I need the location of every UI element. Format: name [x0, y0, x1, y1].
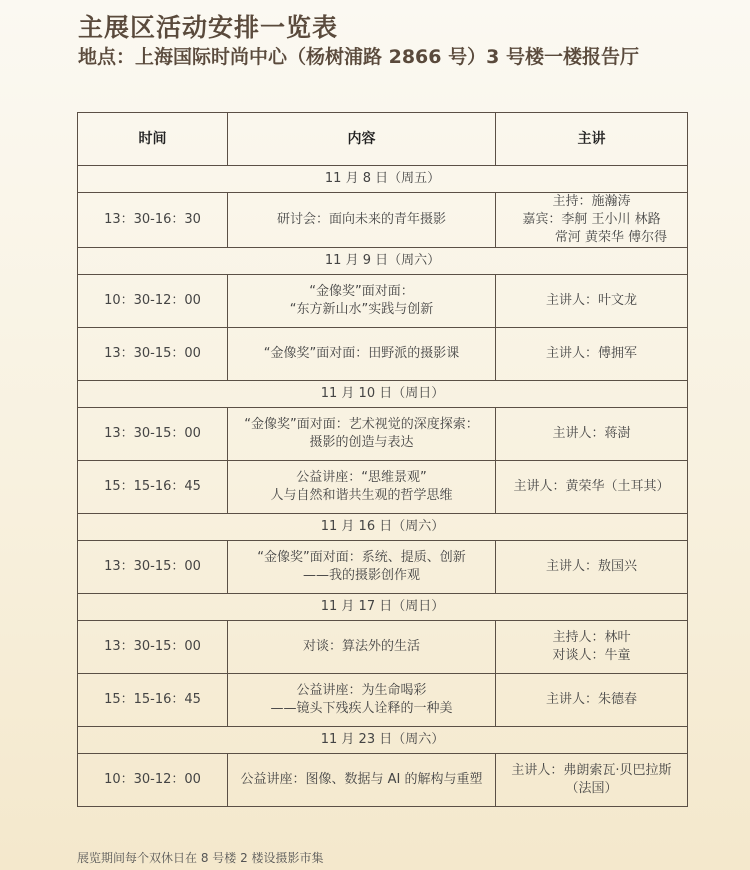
- event-content: [228, 328, 496, 381]
- event-speaker-line: 主讲人：叶文龙: [545, 293, 637, 308]
- date-row: [78, 594, 688, 621]
- event-row: [78, 621, 688, 674]
- event-content-line: “金像奖”面对面：艺术视觉的深度探索：: [244, 417, 479, 432]
- event-speaker: [496, 461, 688, 514]
- event-content-line: 对谈：算法外的生活: [302, 639, 420, 654]
- event-content-line: “东方新山水”实践与创新: [289, 302, 434, 317]
- event-content-line: 研讨会：面向未来的青年摄影: [276, 212, 446, 227]
- event-speaker: [496, 621, 688, 674]
- footer-note: 展览期间每个双休日在 8 号楼 2 楼设摄影市集: [77, 851, 324, 865]
- venue-subtitle: 地点：上海国际时尚中心（杨树浦路 2866 号）3 号楼一楼报告厅: [78, 46, 639, 68]
- event-content: [228, 541, 496, 594]
- event-content: [228, 193, 496, 248]
- date-row: [78, 248, 688, 275]
- event-time: 13：30-15：00: [78, 541, 228, 594]
- event-content-line: ——我的摄影创作观: [302, 568, 420, 583]
- event-speaker-line: 常河 黄荣华 傅尔得: [554, 230, 668, 245]
- event-content-line: “金像奖”面对面：系统、提质、创新: [257, 550, 466, 565]
- event-content: [228, 754, 496, 807]
- event-speaker: [496, 754, 688, 807]
- date-row: [78, 166, 688, 193]
- column-header-time: 时间: [78, 113, 228, 166]
- date-cell: 11 月 17 日（周日）: [78, 594, 688, 621]
- event-row: [78, 541, 688, 594]
- event-row: [78, 193, 688, 248]
- column-header-content: 内容: [228, 113, 496, 166]
- event-speaker: [496, 328, 688, 381]
- event-row: [78, 461, 688, 514]
- event-content-line: ——镜头下残疾人诠释的一种美: [270, 701, 453, 716]
- event-content-line: “金像奖”面对面：田野派的摄影课: [263, 346, 460, 361]
- event-row: [78, 275, 688, 328]
- event-speaker-line: 嘉宾：李舸 王小川 林路: [522, 212, 661, 227]
- event-content: [228, 408, 496, 461]
- event-speaker-line: 主讲人：傅拥军: [545, 346, 637, 361]
- event-content-line: 公益讲座：图像、数据与 AI 的解构与重塑: [240, 772, 483, 787]
- event-content-line: 公益讲座：为生命喝彩: [296, 683, 427, 698]
- date-cell: 11 月 16 日（周六）: [78, 514, 688, 541]
- event-content-line: 公益讲座：“思维景观”: [296, 470, 427, 485]
- event-speaker-line: 主讲人：黄荣华（土耳其）: [513, 479, 670, 494]
- event-time: 13：30-15：00: [78, 328, 228, 381]
- event-row: [78, 408, 688, 461]
- event-speaker: [496, 541, 688, 594]
- event-speaker: [496, 674, 688, 727]
- event-time: 15：15-16：45: [78, 674, 228, 727]
- date-row: [78, 514, 688, 541]
- event-time: 13：30-16：30: [78, 193, 228, 248]
- event-content: [228, 461, 496, 514]
- event-speaker-line: 主讲人：敖国兴: [545, 559, 637, 574]
- event-time: 13：30-15：00: [78, 621, 228, 674]
- event-speaker-line: 主持：施瀚涛: [552, 194, 631, 209]
- event-speaker-line: 主讲人：朱德春: [545, 692, 637, 707]
- schedule-table: [77, 112, 688, 807]
- event-speaker-line: 主持人：林叶: [552, 630, 631, 645]
- event-speaker: [496, 275, 688, 328]
- event-speaker-line: （法国）: [565, 781, 618, 796]
- event-speaker-line: 对谈人：牛童: [552, 648, 631, 663]
- event-time: 10：30-12：00: [78, 754, 228, 807]
- event-content: [228, 275, 496, 328]
- event-speaker-line: 主讲人：蒋澍: [552, 426, 631, 441]
- event-content-line: “金像奖”面对面：: [309, 284, 414, 299]
- event-row: [78, 754, 688, 807]
- event-row: [78, 674, 688, 727]
- event-content-line: 摄影的创造与表达: [309, 435, 414, 450]
- event-speaker: [496, 193, 688, 248]
- date-cell: 11 月 10 日（周日）: [78, 381, 688, 408]
- table-header-row: [78, 113, 688, 166]
- column-header-speaker: 主讲: [496, 113, 688, 166]
- date-cell: 11 月 23 日（周六）: [78, 727, 688, 754]
- event-content: [228, 674, 496, 727]
- date-cell: 11 月 9 日（周六）: [78, 248, 688, 275]
- date-row: [78, 381, 688, 408]
- date-row: [78, 727, 688, 754]
- event-content-line: 人与自然和谐共生观的哲学思维: [270, 488, 453, 503]
- date-cell: 11 月 8 日（周五）: [78, 166, 688, 193]
- event-time: 10：30-12：00: [78, 275, 228, 328]
- event-speaker: [496, 408, 688, 461]
- event-row: [78, 328, 688, 381]
- page-title: 主展区活动安排一览表: [78, 13, 339, 42]
- event-time: 13：30-15：00: [78, 408, 228, 461]
- event-speaker-line: 主讲人：弗朗索瓦·贝巴拉斯: [511, 763, 672, 778]
- event-content: [228, 621, 496, 674]
- event-time: 15：15-16：45: [78, 461, 228, 514]
